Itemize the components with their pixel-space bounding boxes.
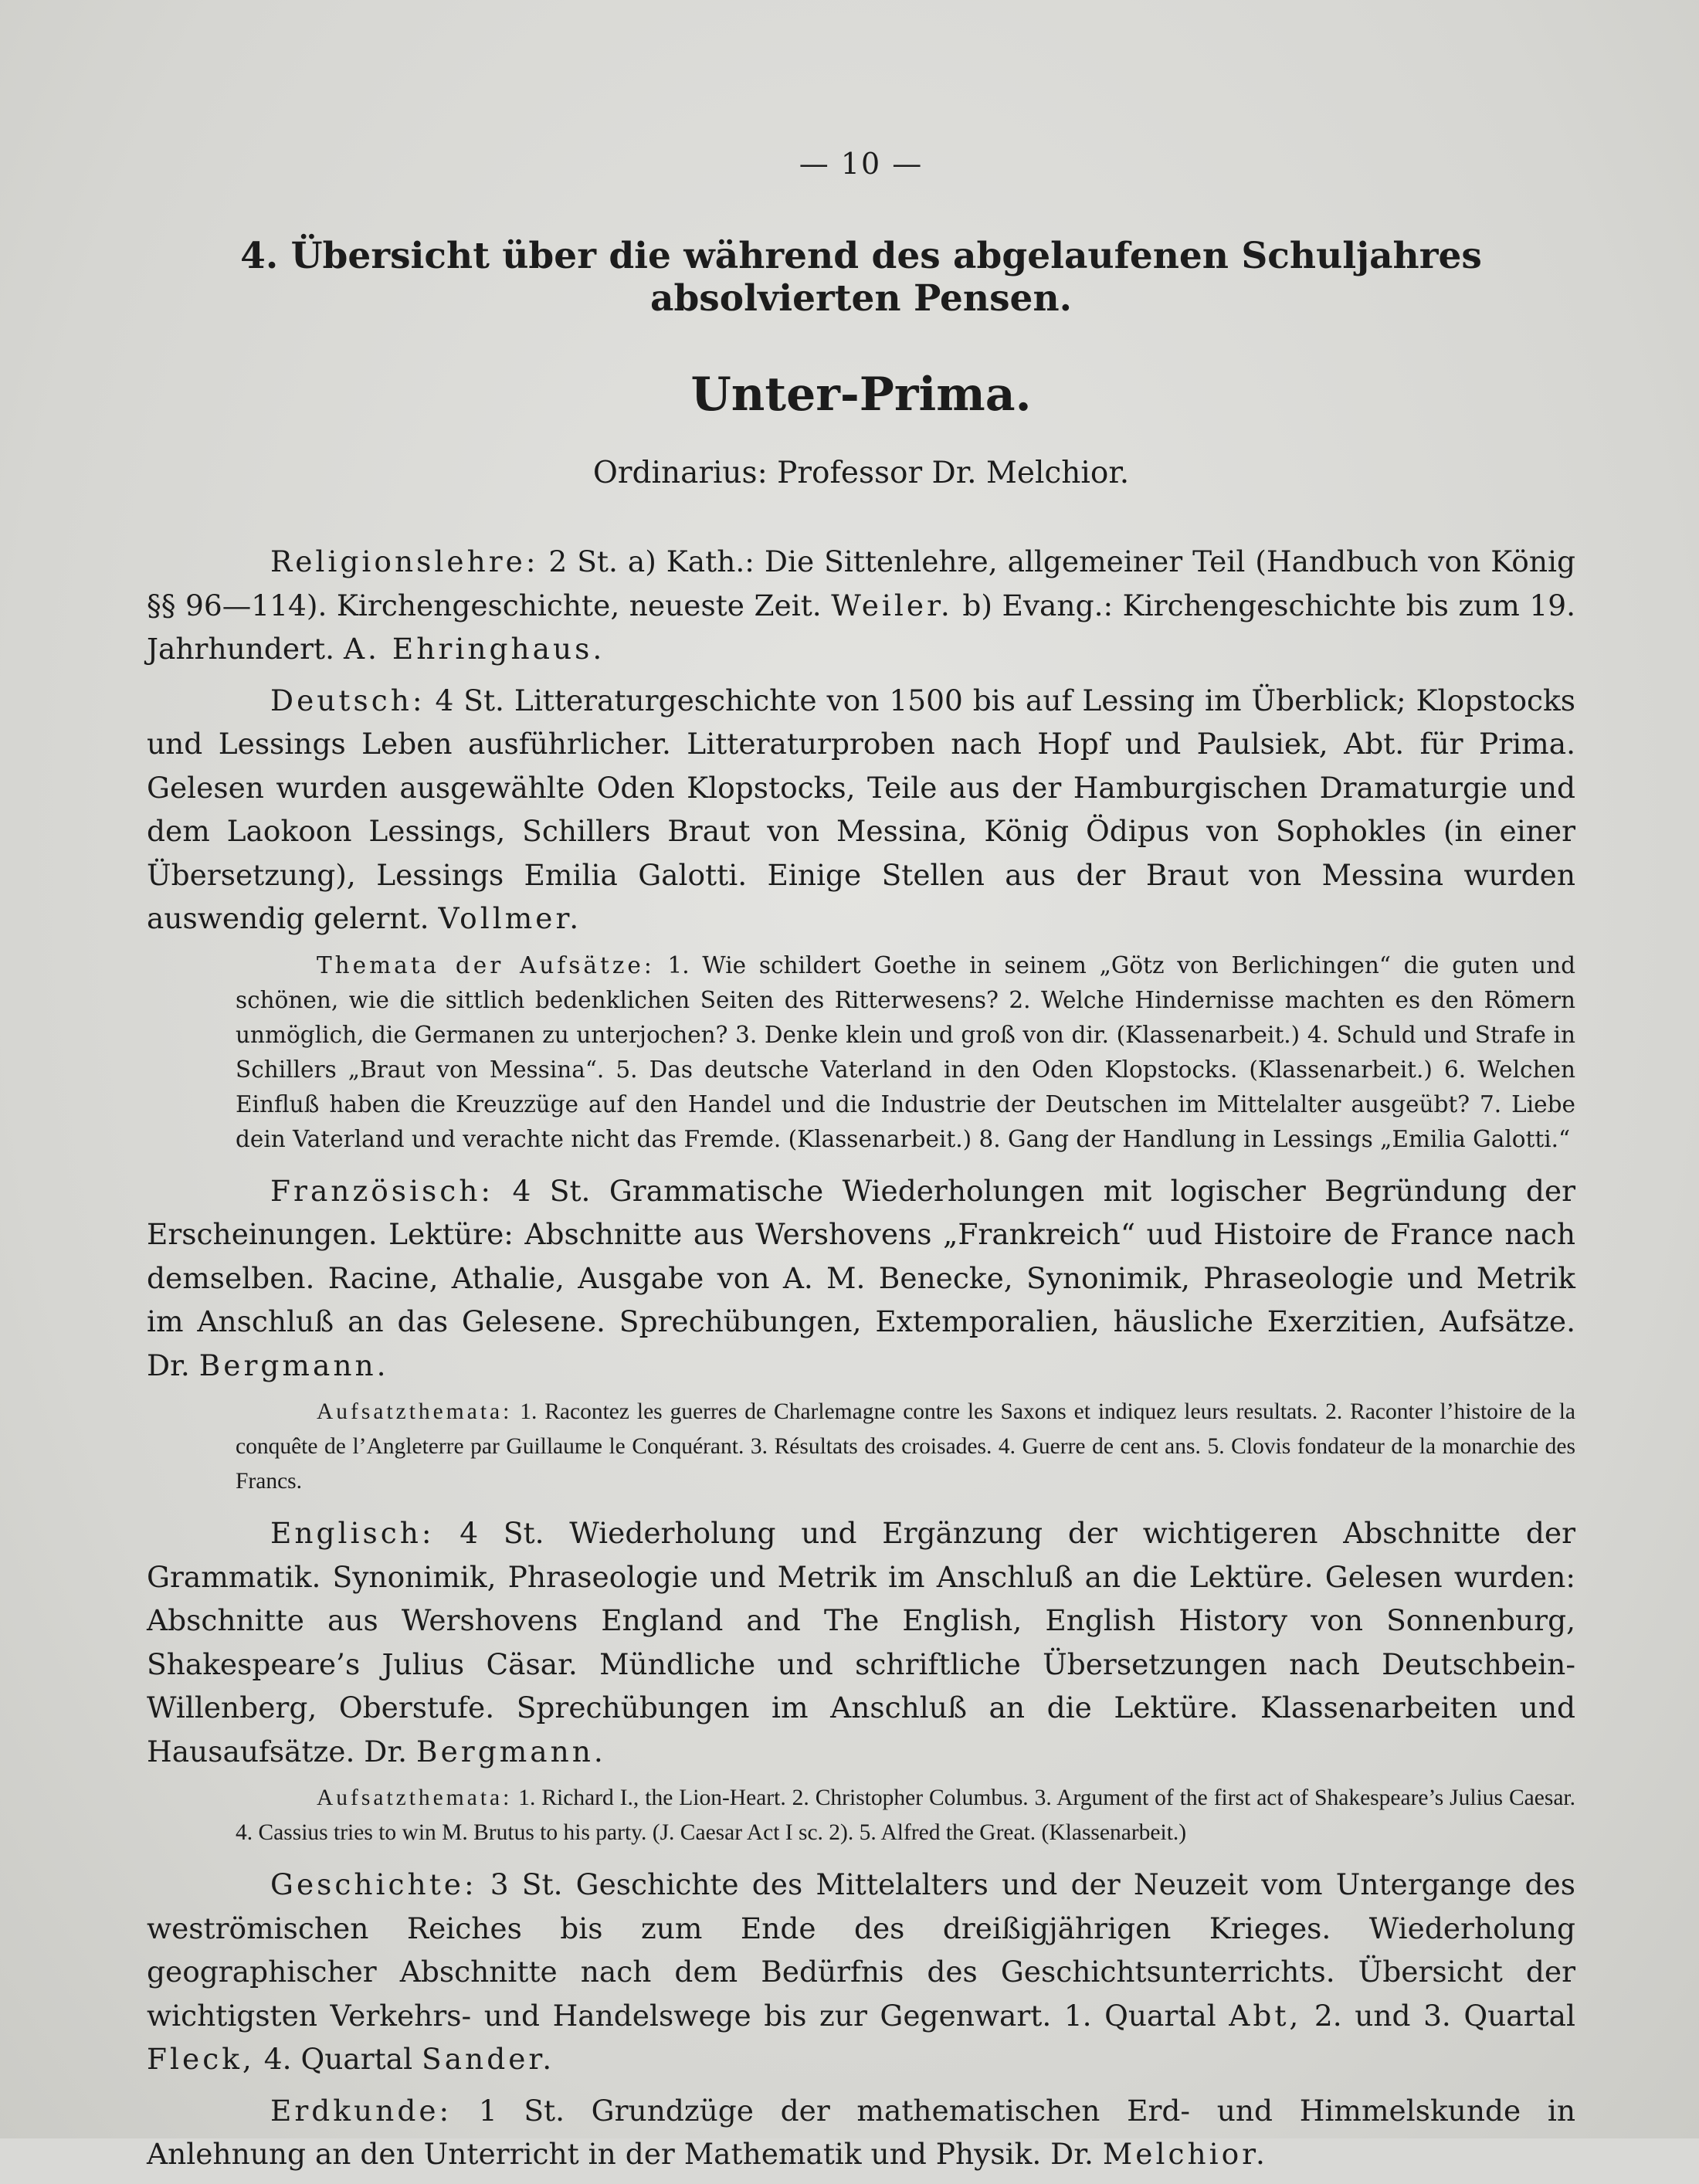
subject-text: 1 St. Grundzüge der mathematischen Erd- und Himmelskunde in Anlehnung an den Unterricht in der Mathematik und Physik. Dr.	[147, 2093, 1575, 2171]
teacher-name: Melchior.	[1102, 2137, 1268, 2171]
subject-text: 2 St. a) Kath.: Die Sittenlehre, allgemeiner Teil (Handbuch von König §§ 96—114). Kirchengeschichte, neueste Zeit.	[147, 544, 1575, 622]
essay-themes-english	[147, 1781, 1575, 1850]
subject-geography	[147, 2089, 1575, 2176]
essay-themes-german	[147, 948, 1575, 1157]
subject-text: 4 St. Litteraturgeschichte von 1500 bis auf Lessing im Überblick; Klopstocks und Lessings Leben ausführlicher. Litteraturproben nach Hopf und Paulsiek, Abt. für Prima. Gelesen wurden ausgewählte Oden Klopstocks, Teile aus der Hamburgischen Dramaturgie und dem Laokoon Lessings, Schillers Braut von Messina, König Ödipus von Sophokles (in einer Übersetzung), Lessings Emilia Galotti. Einige Stellen aus der Braut von Messina wurden auswendig gelernt.	[147, 683, 1575, 935]
subject-french	[147, 1169, 1575, 1388]
themes-text: 1. Richard I., the Lion-Heart. 2. Christopher Columbus. 3. Argument of the first act of Shakespeare’s Julius Caesar. 4. Cassius tries to win M. Brutus to his party. (J. Caesar Act I sc. 2). 5. Alfred the Great. (Klassenarbeit.)	[236, 1786, 1575, 1845]
page-number: — 10 —	[799, 147, 924, 181]
subject-label: Geschichte:	[270, 1867, 477, 1901]
essay-themes-french	[147, 1395, 1575, 1499]
teacher-name: Bergmann.	[416, 1734, 606, 1769]
subject-label: Religionslehre:	[270, 544, 539, 578]
subject-english	[147, 1511, 1575, 1773]
themes-text: 1. Racontez les guerres de Charlemagne contre les Saxons et indiquez leurs resultats. 2. Raconter l’histoire de la conquête de l’Angleterre par Guillaume le Conquérant. 3. Résultats des croisades. 4. Guerre de cent ans. 5. Clovis fondateur de la monarchie des Francs.	[236, 1399, 1575, 1494]
subject-label: Französisch:	[270, 1173, 494, 1208]
themes-label: Aufsatzthemata:	[317, 1399, 513, 1424]
subject-history	[147, 1863, 1575, 2081]
subject-text: 2. und 3. Quartal	[1301, 1998, 1575, 2033]
teacher-name: Sander.	[422, 2042, 555, 2076]
themes-label: Themata der Aufsätze:	[317, 951, 655, 978]
teacher-name: Vollmer.	[438, 901, 582, 935]
themes-text: 1. Wie schildert Goethe in seinem „Götz von Berlichingen“ die guten und schönen, wie die sittlich bedenklichen Seiten des Ritterwesens? 2. Welche Hindernisse machten es den Römern unmöglich, die Germanen zu unterjochen? 3. Denke klein und groß von dir. (Klassenarbeit.) 4. Schuld und Strafe in Schillers „Braut von Messina“. 5. Das deutsche Vaterland in den Oden Klopstocks. (Klassenarbeit.) 6. Welchen Einfluß haben die Kreuzzüge auf den Handel und die Industrie der Deutschen im Mittelalter ausgeübt? 7. Liebe dein Vaterland und verachte nicht das Fremde. (Klassenarbeit.) 8. Gang der Handlung in Lessings „Emilia Galotti.“	[236, 951, 1576, 1152]
subject-text: 4 St. Grammatische Wiederholungen mit logischer Begründung der Erscheinungen. Lektüre: Abschnitte aus Wershovens „Frankreich“ uud Histoire de France nach demselben. Racine, Athalie, Ausgabe von A. M. Benecke, Synonimik, Phraseologie und Metrik im Anschluß an das Gelesene. Sprechübungen, Extemporalien, häusliche Exerzitien, Aufsätze. Dr.	[147, 1173, 1575, 1382]
subject-text: 4. Quartal	[254, 2042, 422, 2076]
subject-label: Erdkunde:	[270, 2093, 453, 2128]
teacher-name: Weiler.	[831, 588, 953, 622]
subject-text: 3 St. Geschichte des Mittelalters und der Neuzeit vom Untergange des weströmischen Reiches bis zum Ende des dreißigjährigen Krieges. Wiederholung geographischer Abschnitte nach dem Bedürfnis des Geschichtsunterrichts. Übersicht der wichtigsten Verkehrs- und Handelswege bis zur Gegenwart. 1. Quartal	[147, 1867, 1575, 2033]
subject-label: Englisch:	[270, 1516, 435, 1550]
themes-label: Aufsatzthemata:	[317, 1786, 513, 1810]
teacher-name: A. Ehringhaus.	[343, 632, 605, 666]
teacher-name: Abt,	[1229, 1998, 1302, 2033]
class-title: Unter-Prima.	[690, 368, 1032, 422]
subject-text: b) Evang.: Kirchengeschichte bis zum 19. Jahrhundert.	[147, 588, 1575, 666]
subject-german	[147, 679, 1575, 941]
teacher-name: Bergmann.	[198, 1348, 389, 1382]
subject-label: Deutsch:	[270, 683, 426, 717]
teacher-name: Fleck,	[147, 2042, 255, 2076]
page-content	[147, 147, 1575, 2184]
subject-religion	[147, 540, 1575, 671]
section-heading: 4. Übersicht über die während des abgelaufenen Schuljahres absolvierten Pensen.	[240, 235, 1482, 320]
ordinarius-line: Ordinarius: Professor Dr. Melchior.	[592, 456, 1130, 490]
subject-text: 4 St. Wiederholung und Ergänzung der wichtigeren Abschnitte der Grammatik. Synonimik, Phraseologie und Metrik im Anschluß an die Lektüre. Gelesen wurden: Abschnitte aus Wershovens England and The English, English History von Sonnenburg, Shakespeare’s Julius Cäsar. Mündliche und schriftliche Übersetzungen nach Deutschbein-Willenberg, Oberstufe. Sprechübungen im Anschluß an die Lektüre. Klassenarbeiten und Hausaufsätze. Dr.	[147, 1516, 1575, 1769]
